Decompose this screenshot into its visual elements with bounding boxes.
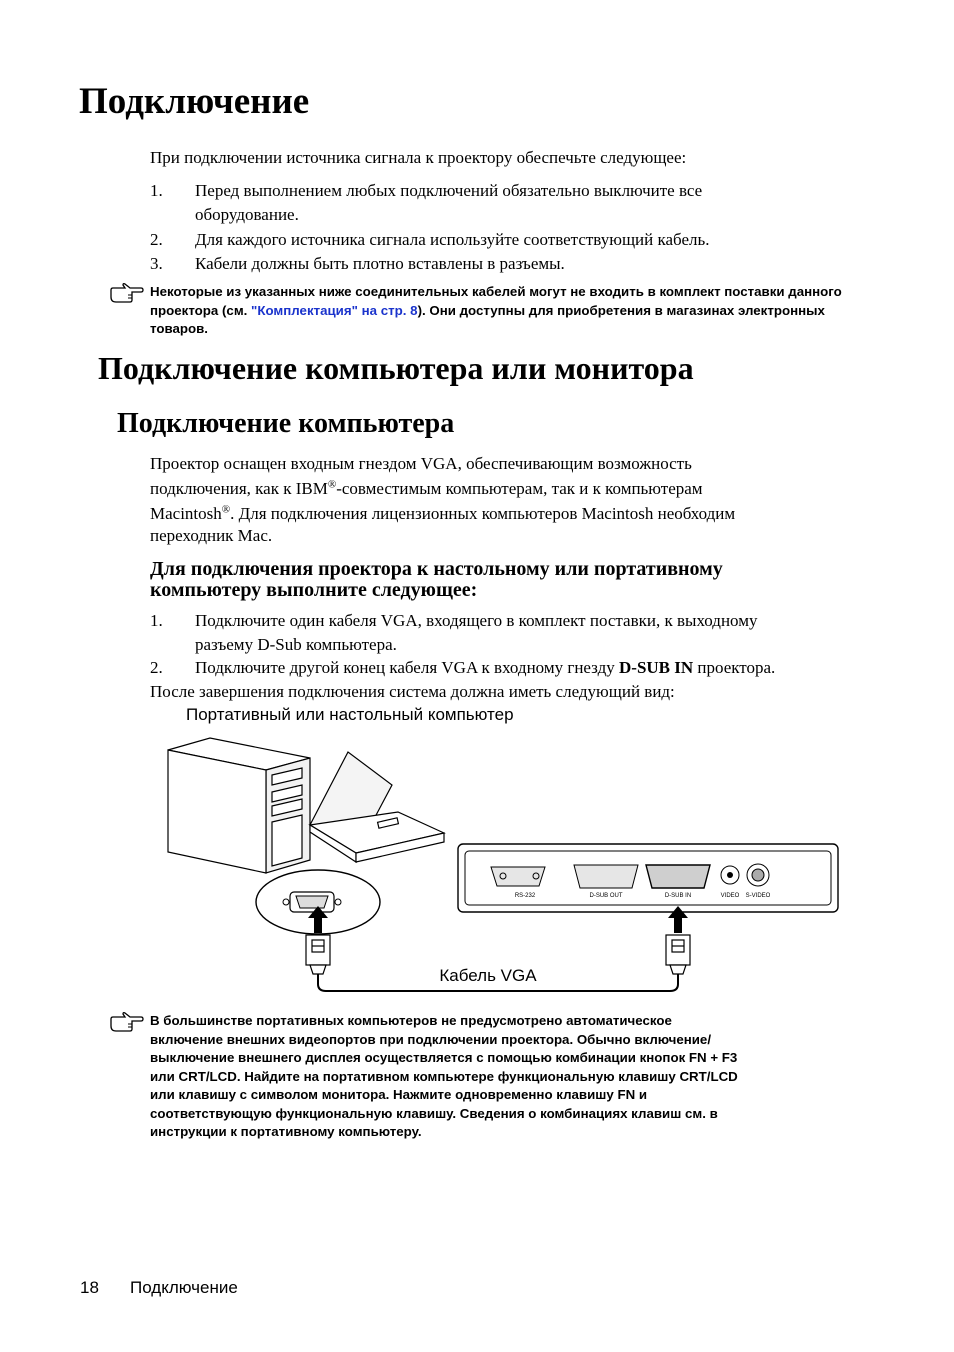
- diagram-caption: Портативный или настольный компьютер: [186, 705, 514, 724]
- page-number: 18: [80, 1278, 99, 1297]
- note-box: В большинстве портативных компьютеров не предусмотрено автоматическое включение внешних видеопортов при подключении проектора. Обычно включение/ выключение внешнего дисплея осуществляется с помощью комбинации кнопок FN + F3 или CRT/LCD. Найдите на портативном компьютере функциональную клавишу CRT/LCD или клавишу с символом монитора. Нажмите одновременно клавишу FN и соответствующую функциональную клавишу. Сведения о комбинациях клавиш см. в инструкции к портативному компьютеру.: [150, 1013, 738, 1139]
- port-label-rs232: RS-232: [514, 893, 536, 899]
- port-label-dsub-in: D-SUB IN: [664, 893, 692, 899]
- subsection-heading: Подключение компьютера: [117, 408, 455, 439]
- intro-text: При подключении источника сигнала к проектору обеспечьте следующее:: [150, 148, 687, 167]
- port-label-video: VIDEO: [720, 893, 740, 899]
- paragraph: Проектор оснащен входным гнездом VGA, обеспечивающим возможность подключения, как к IBM®-совместимым компьютерам, так и к компьютерам Macintosh®. Для подключения лицензионных компьютеров Macintosh необходим переходник Mac.: [150, 454, 736, 545]
- vga-plug-icon: [306, 935, 330, 974]
- laptop-computer-icon: [310, 752, 444, 862]
- port-label-dsub-out: D-SUB OUT: [589, 893, 623, 899]
- pointing-hand-icon: [108, 1012, 144, 1032]
- desktop-computer-icon: [168, 738, 310, 873]
- cable-label: Кабель VGA: [439, 966, 537, 985]
- footer-title: Подключение: [130, 1278, 238, 1297]
- connection-diagram: [160, 730, 850, 1000]
- procedure-heading: Для подключения проектора к настольному или портативному компьютеру выполните следующее:: [150, 558, 723, 601]
- note-box: Некоторые из указанных ниже соединительных кабелей могут не входить в комплект поставки данного проектора (см. "Комплектация" на стр. 8). Они доступны для приобретения в магазинах электронных товаров.: [150, 284, 842, 336]
- pointing-hand-icon: [108, 283, 144, 303]
- projector-panel: [458, 844, 838, 912]
- page-title: Подключение: [79, 81, 310, 122]
- package-contents-link[interactable]: "Комплектация" на стр. 8: [251, 302, 418, 318]
- vga-plug-icon: [666, 935, 690, 974]
- port-label-svideo: S-VIDEO: [745, 893, 771, 899]
- section-heading: Подключение компьютера или монитора: [98, 350, 694, 386]
- result-text: После завершения подключения система должна иметь следующий вид:: [150, 682, 675, 701]
